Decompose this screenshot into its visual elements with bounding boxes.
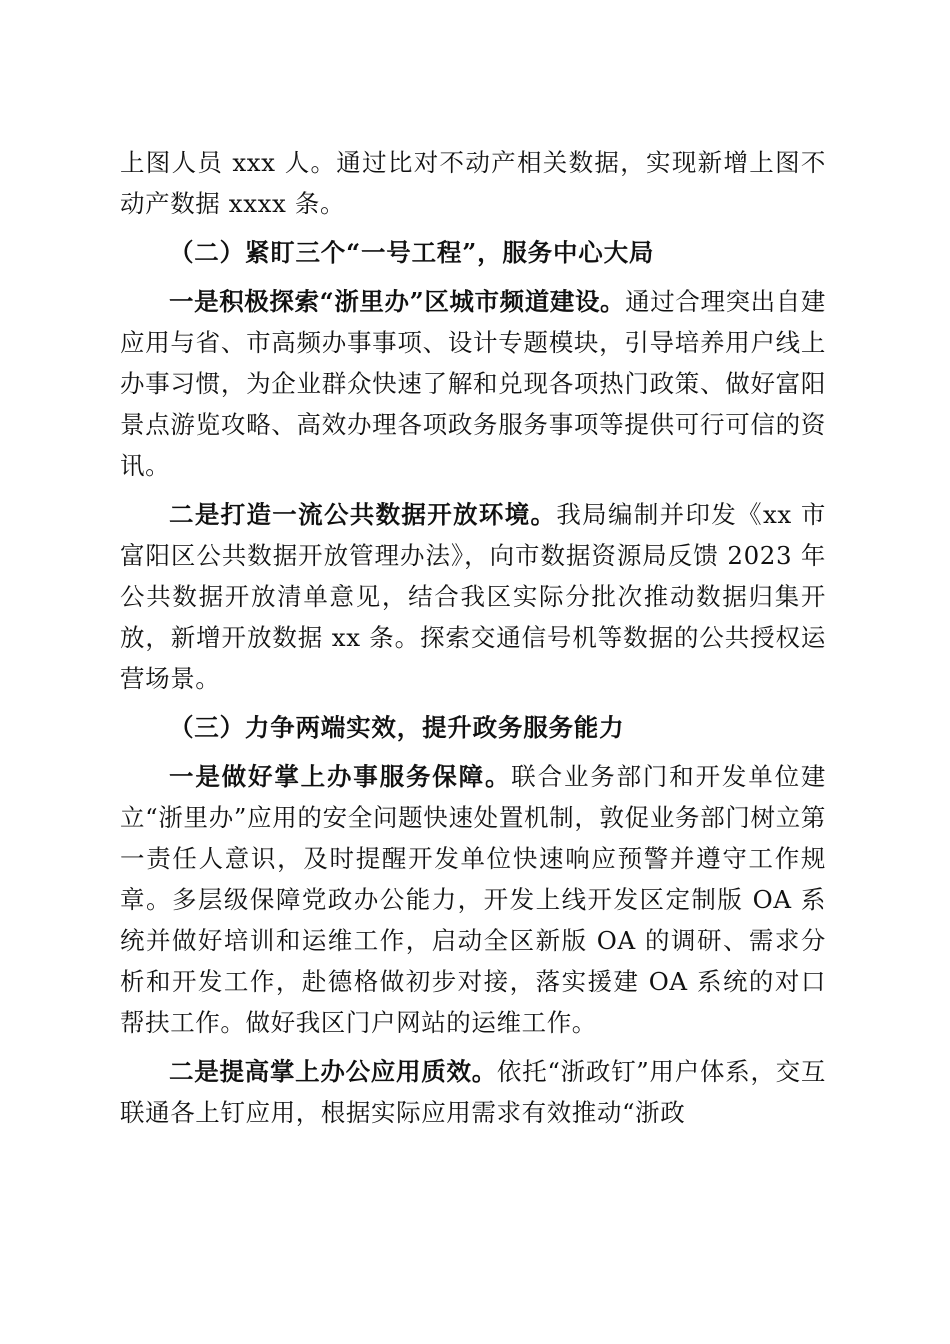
paragraph-continued: 上图人员 xxx 人。通过比对不动产相关数据，实现新增上图不动产数据 xxxx 条。 [120,148,826,218]
paragraph-mobile-office [120,1051,826,1133]
paragraph-text: 依托“浙政钉”用户体系，交互联通各上钉应用，根据实际应用需求有效推动“浙政 [120,1057,826,1127]
paragraph-open-data [120,494,826,699]
paragraph-lead: 一是做好掌上办事服务保障。 [169,762,512,791]
section-heading-2: （二）紧盯三个“一号工程”，服务中心大局 [169,238,655,267]
paragraph-text: 通过合理突出自建应用与省、市高频办事事项、设计专题模块，引导培养用户线上办事习惯，为企业群众快速了解和兑现各项热门政策、做好富阳景点游览攻略、高效办理各项政务服务事项等提供可行可信的资讯。 [120,287,826,480]
paragraph-lead: 二是提高掌上办公应用质效。 [169,1057,497,1086]
paragraph-text: 我局编制并印发《xx 市富阳区公共数据开放管理办法》，向市数据资源局反馈 2023 年公共数据开放清单意见，结合我区实际分批次推动数据归集开放，新增开放数据 xx 条。探索交通信号机等数据的公共授权运营场景。 [120,500,826,693]
paragraph-text: 联合业务部门和开发单位建立“浙里办”应用的安全问题快速处置机制，敦促业务部门树立第一责任人意识，及时提醒开发单位快速响应预警并遵守工作规章。多层级保障党政办公能力，开发上线开发区定制版 OA 系统并做好培训和运维工作，启动全区新版 OA 的调研、需求分析和开发工作，赴德格做初步对接，落实援建 OA 系统的对口帮扶工作。做好我区门户网站的运维工作。 [120,762,826,1037]
paragraph-city-channel [120,281,826,486]
paragraph-lead: 二是打造一流公共数据开放环境。 [169,500,557,529]
document-body [120,142,826,1141]
paragraph-mobile-service [120,756,826,1043]
paragraph-lead: 一是积极探索“浙里办”区城市频道建设。 [169,287,626,316]
section-heading-3: （三）力争两端实效，提升政务服务能力 [169,713,625,742]
